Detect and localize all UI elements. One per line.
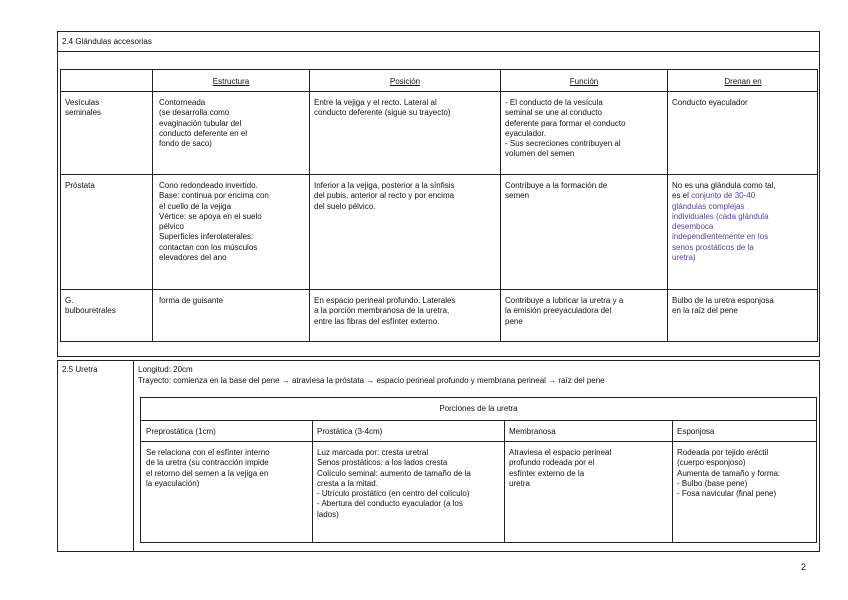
row-vesiculas-funcion: - El conducto de la vesícula seminal se une al conducto deferente para formar el conducto eyaculador. - Sus secreciones contribuyen al volumen del semen [505,98,626,159]
section-2-5-divider [133,360,134,552]
row-bulbouretrales-name: G. bulbouretrales [65,296,116,316]
col-preprostatica-text: Se relaciona con el esfínter interno de la uretra (su contracción impide el retorno del semen a la vejiga en la eyaculación) [146,448,270,488]
header-funcion: Función [569,77,599,86]
row-bulbouretrales-funcion: Contribuye a lubricar la uretra y a la emisión preeyaculadora del pene [505,296,624,326]
col-esponjosa-header: Esponjosa [677,427,715,436]
header-drenan-en: Drenan en [724,77,762,86]
row-vesiculas-drenan: Conducto eyaculador [672,98,748,107]
prostata-drenan-highlight: conjunto de 30-40 glándulas complejas individuales (cada glándula desemboca independientemente en los senos prostáticos de la uretra) [672,191,769,263]
prostata-drenan-plain: No es una glándula como tal, es el [672,181,776,201]
row-bulbouretrales-estructura: forma de guisante [159,296,224,305]
row-vesiculas-posicion: Entre la vejiga y el recto. Lateral al conducto deferente (sigue su trayecto) [314,98,451,118]
header-posicion: Posición [389,77,421,86]
row-bulbouretrales-drenan: Bulbo de la uretra esponjosa en la raíz del pene [672,296,774,316]
row-bulbouretrales-posicion: En espacio perineal profundo. Laterales a la porción membranosa de la uretra, entre las fibras del esfínter externo. [314,296,456,326]
row-prostata-estructura: Cono redondeado invertido. Base: continua por encima con el cuello de la vejiga Vértice: se apoya en el suelo pélvico Superficies inferolaterales: contactan con los músculos elevadores del ano [159,181,269,263]
porciones-title: Porciones de la uretra [439,404,518,413]
row-prostata-posicion: Inferior a la vejiga, posterior a la sínfisis del pubis, anterior al recto y por encima del suelo pélvico. [314,181,455,211]
section-2-5-title: 2.5 Uretra [62,365,98,374]
row-prostata-drenan [672,181,776,263]
col-prostatica-header: Prostática (3-4cm) [317,427,383,436]
row-prostata-name: Próstata [65,181,95,190]
col-preprostatica-header: Preprostática (1cm) [146,427,216,436]
row-vesiculas-estructura: Contorneada (se desarrolla como evaginación tubular del conducto deferente en el fondo de saco) [159,98,248,149]
col-membranosa-header: Membranosa [509,427,556,436]
col-esponjosa-text: Rodeada por tejido eréctil (cuerpo esponjoso) Aumenta de tamaño y forma: - Bulbo (base pene) - Fosa navicular (final pene) [677,448,781,499]
uretra-trayecto: Trayecto: comienza en la base del pene → atraviesa la próstata → espacio perineal profundo y membrana perineal → raíz del pene [138,376,605,385]
row-vesiculas-name: Vesículas seminales [65,98,102,118]
uretra-longitud: Longitud: 20cm [138,365,193,374]
row-prostata-funcion: Contribuye a la formación de semen [505,181,608,201]
section-2-4-title: 2.4 Glándulas accesorias [62,37,152,46]
col-prostatica-text: Luz marcada por: cresta uretral Senos prostáticos: a los lados cresta Colículo seminal: aumento de tamaño de la cresta a la mitad. - Utrículo prostático (en centro del colículo) - Abertura del conducto eyaculador (a los lados) [317,448,471,519]
page-number: 2 [800,562,806,572]
header-estructura: Estructura [212,77,250,86]
section-2-4-title-divider [57,51,820,52]
col-membranosa-text: Atraviesa el espacio perineal profundo rodeada por el esfínter externo de la uretra [509,448,612,488]
